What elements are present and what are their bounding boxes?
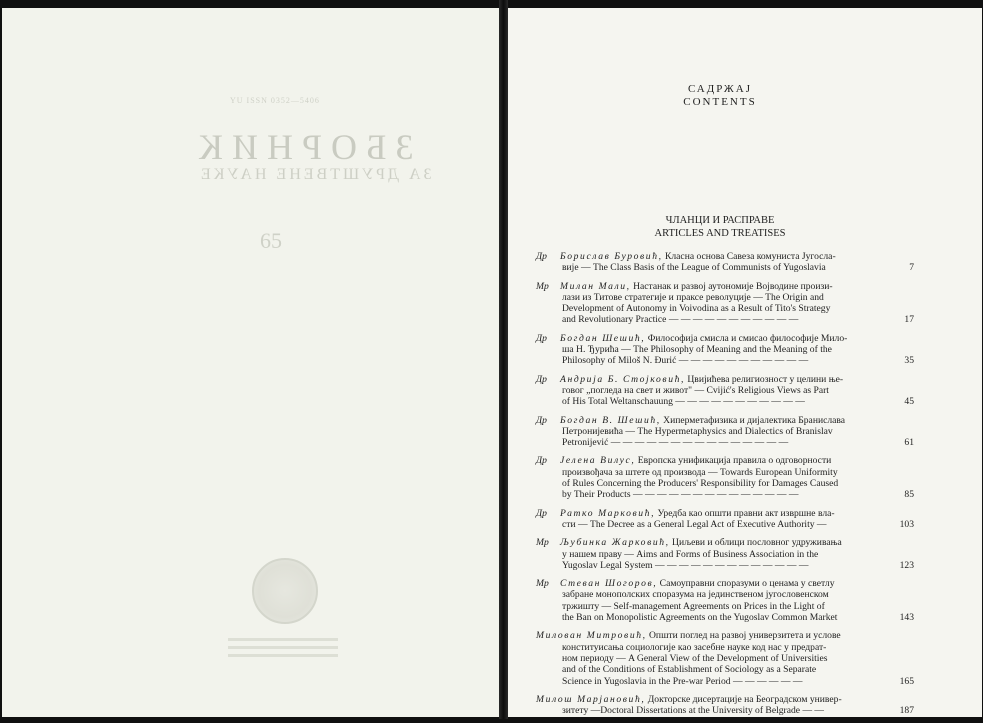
page-number: 143 [899, 612, 914, 624]
toc-entry-first-line [536, 694, 912, 705]
page-number: 123 [899, 559, 914, 571]
toc-entry[interactable] [536, 333, 912, 367]
article-title: Самоуправни споразуми о ценама у светлу [657, 578, 835, 590]
toc-entry[interactable] [536, 415, 912, 449]
toc-entry[interactable] [536, 508, 912, 531]
book-gutter [499, 0, 508, 719]
contents-heading-sr: САДРЖАЈ [687, 83, 753, 95]
author-name: Андрија Б. Стојковић, [560, 373, 685, 385]
toc-entries [536, 251, 912, 723]
author-name: Богдан Шешић, [560, 332, 646, 344]
article-title: Циљеви и облици пословног удруживања [669, 537, 842, 549]
article-title-line: Yugoslav Legal System — — — — — — — — — — — — — [562, 559, 809, 571]
toc-entry[interactable] [536, 694, 912, 717]
toc-entry[interactable] [536, 578, 912, 623]
article-title-line: the Ban on Monopolistic Agreements on the Yugoslav Common Market [562, 612, 838, 624]
article-title-line: говог „погледа на свет и живот" — Cvijić's Religious Views as Part [562, 384, 829, 396]
article-title-line: тржишту — Self-management Agreements on Prices in the Light of [562, 600, 825, 612]
article-title-line: у нашем праву — Aims and Forms of Business Association in the [562, 548, 819, 560]
academic-title: Мр [536, 578, 549, 590]
toc-entry-first-line [536, 578, 912, 589]
academic-title: Др [536, 251, 547, 262]
toc-entry-first-line [536, 415, 912, 426]
author-name: Милош Марјановић, [536, 693, 646, 705]
section-heading-sr: ЧЛАНЦИ И РАСПРАВЕ [665, 215, 775, 226]
article-title-line: by Their Products — — — — — — — — — — — — — — [562, 489, 799, 501]
section-heading [622, 214, 818, 240]
page-number: 17 [904, 314, 914, 326]
toc-entry-first-line [536, 537, 912, 548]
academic-title: Др [536, 455, 547, 467]
left-page [2, 8, 499, 717]
academic-title: Мр [536, 280, 549, 292]
bleed-through-issn: YU ISSN 0352—5406 [230, 96, 320, 105]
publisher-seal-icon [252, 558, 318, 624]
article-title-line: сти — The Decree as a General Legal Act of Executive Authority — [562, 518, 827, 530]
article-title-line: лази из Титове стратегије и праксе револуције — The Origin and [562, 291, 824, 303]
article-title-line: of His Total Weltanschauung — — — — — — — — — — — [562, 396, 805, 408]
author-name: Љубинка Жарковић, [560, 537, 670, 549]
article-title-line: and of the Conditions of Establishment of Sociology as a Separate [562, 664, 817, 676]
page-number: 35 [904, 355, 914, 367]
author-name: Милан Мали, [560, 280, 631, 292]
academic-title: Др [536, 507, 547, 519]
article-title: Класна основа Савеза комуниста Југосла- [662, 251, 836, 262]
article-title-line: Петронијевића — The Hypermetaphysics and Dialectics of Branislav [562, 425, 833, 437]
contents-heading-en: CONTENTS [683, 96, 757, 108]
toc-entry-first-line [536, 251, 912, 262]
toc-entry[interactable] [536, 281, 912, 326]
bleed-through-number: 65 [260, 228, 282, 253]
contents-heading [650, 83, 790, 109]
toc-entry[interactable] [536, 630, 912, 686]
article-title-line: Science in Yugoslavia in the Pre-war Period — — — — — — [562, 675, 803, 687]
page-number: 45 [904, 396, 914, 408]
academic-title: Др [536, 332, 547, 344]
author-name: Ратко Марковић, [560, 507, 656, 519]
bleed-through-title: ЗБОРНИК [190, 127, 414, 167]
toc-entry-first-line [536, 508, 912, 519]
article-title-line: and Revolutionary Practice — — — — — — — — — — — [562, 314, 799, 326]
article-title: Уредба као општи правни акт извршне вла- [655, 507, 835, 519]
toc-entry-first-line [536, 333, 912, 344]
article-title-line: зитету —Doctoral Dissertations at the University of Belgrade — — [562, 705, 825, 717]
page-number: 165 [899, 675, 914, 687]
article-title-line: Petronijević — — — — — — — — — — — — — — — [562, 437, 789, 449]
article-title-line: забране монополских споразума на јединственом југословенском [562, 589, 829, 601]
page-number: 61 [904, 437, 914, 449]
article-title-line: конституисања социологије као засебне науке код нас у предрат- [562, 641, 827, 653]
article-title: Европска унификација правила о одговорности [635, 455, 832, 467]
section-heading-en: ARTICLES AND TREATISES [654, 228, 786, 239]
article-title-line: ша Н. Ђурића — The Philosophy of Meaning and the Meaning of the [562, 344, 832, 356]
page-number: 7 [909, 262, 914, 274]
academic-title: Др [536, 414, 547, 426]
bleed-through-subtitle: ЗА ДРУШТВЕНЕ НАУКЕ [198, 166, 432, 183]
page-number: 85 [904, 489, 914, 501]
page-number: 103 [899, 518, 914, 530]
article-title-line: вије — The Class Basis of the League of Communists of Yugoslavia [562, 262, 826, 274]
article-title-line: Philosophy of Miloš N. Đurić — — — — — — — — — — — [562, 355, 809, 367]
toc-entry-first-line [536, 374, 912, 385]
toc-entry-first-line [536, 281, 912, 292]
article-title: Цвијићева религиозност у целини ње- [684, 373, 844, 385]
article-title: Хиперметафизика и дијалектика Бранислава [660, 414, 846, 426]
article-title: Настанак и развој аутономије Војводине произи- [630, 280, 833, 292]
article-title: Докторске дисертације на Београдском универ- [645, 693, 842, 705]
author-name: Стеван Шогоров, [560, 578, 658, 590]
article-title: Философија смисла и смисао философије Мило- [645, 332, 848, 344]
article-title-line: ном периоду — A General View of the Development of Universities [562, 652, 828, 664]
academic-title: Др [536, 373, 547, 385]
article-title-line: of Rules Concerning the Producers' Responsibility for Damages Caused [562, 478, 839, 490]
academic-title: Мр [536, 537, 549, 549]
toc-entry-first-line [536, 455, 912, 466]
page-number: 187 [899, 705, 914, 717]
toc-entry[interactable] [536, 455, 912, 500]
author-name: Јелена Вилус, [560, 455, 636, 467]
toc-entry[interactable] [536, 537, 912, 571]
article-title-line: Development of Autonomy in Voivodina as a Result of Tito's Strategy [562, 303, 831, 315]
article-title-line: произвођача за штете од производа — Towards European Uniformity [562, 466, 838, 478]
toc-entry[interactable] [536, 251, 912, 274]
author-name: Милован Митровић, [536, 630, 647, 642]
author-name: Борислав Буровић, [560, 251, 663, 262]
toc-entry-first-line [536, 630, 912, 641]
author-name: Богдан В. Шешић, [560, 414, 661, 426]
article-title: Општи поглед на развој универзитета и услове [646, 630, 841, 642]
bleed-through-imprint [228, 638, 338, 662]
toc-entry[interactable] [536, 374, 912, 408]
